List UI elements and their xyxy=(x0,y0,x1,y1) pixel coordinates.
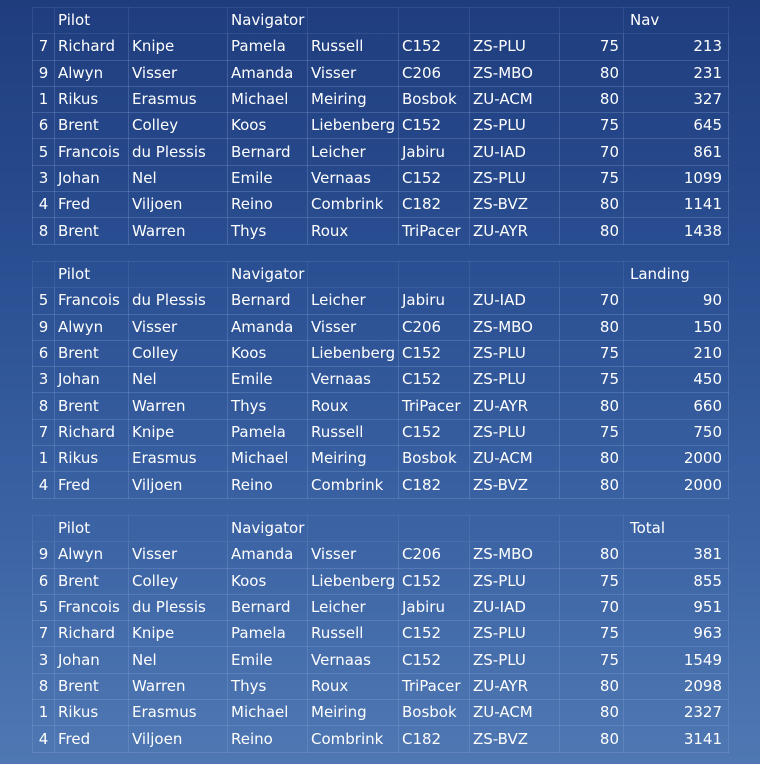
score-value: 210 xyxy=(624,340,729,366)
aircraft-speed: 80 xyxy=(560,60,624,86)
header-spacer xyxy=(129,8,228,34)
aircraft-speed: 75 xyxy=(560,647,624,673)
score-value: 645 xyxy=(624,113,729,139)
table-row xyxy=(33,314,729,340)
navigator-last-name: Combrink xyxy=(308,192,399,218)
aircraft-registration: ZS-BVZ xyxy=(470,472,560,498)
pilot-last-name: Visser xyxy=(129,314,228,340)
pilot-last-name: Erasmus xyxy=(129,700,228,726)
navigator-first-name: Amanda xyxy=(228,60,308,86)
score-value: 3141 xyxy=(624,726,729,752)
aircraft-speed: 75 xyxy=(560,34,624,60)
pilot-first-name: Rikus xyxy=(55,446,129,472)
navigator-last-name: Combrink xyxy=(308,726,399,752)
aircraft-type: C152 xyxy=(399,621,470,647)
crew-number: 8 xyxy=(33,393,55,419)
score-value: 1099 xyxy=(624,165,729,191)
navigator-first-name: Emile xyxy=(228,367,308,393)
pilot-first-name: Brent xyxy=(55,393,129,419)
crew-number: 5 xyxy=(33,288,55,314)
crew-number: 1 xyxy=(33,446,55,472)
pilot-last-name: du Plessis xyxy=(129,139,228,165)
aircraft-type: Bosbok xyxy=(399,700,470,726)
navigator-last-name: Russell xyxy=(308,419,399,445)
pilot-last-name: Warren xyxy=(129,218,228,244)
header-spacer xyxy=(33,262,55,288)
navigator-first-name: Reino xyxy=(228,192,308,218)
navigator-first-name: Bernard xyxy=(228,288,308,314)
navigator-first-name: Thys xyxy=(228,218,308,244)
aircraft-speed: 80 xyxy=(560,192,624,218)
pilot-last-name: Knipe xyxy=(129,34,228,60)
navigator-first-name: Pamela xyxy=(228,34,308,60)
score-value: 231 xyxy=(624,60,729,86)
table-row xyxy=(33,726,729,752)
pilot-last-name: Visser xyxy=(129,60,228,86)
navigator-first-name: Emile xyxy=(228,165,308,191)
header-score: Total xyxy=(624,516,729,542)
pilot-last-name: Erasmus xyxy=(129,446,228,472)
pilot-first-name: Johan xyxy=(55,165,129,191)
table-row xyxy=(33,288,729,314)
score-value: 2327 xyxy=(624,700,729,726)
pilot-first-name: Richard xyxy=(55,419,129,445)
pilot-first-name: Fred xyxy=(55,472,129,498)
header-spacer xyxy=(560,262,624,288)
crew-number: 9 xyxy=(33,542,55,568)
aircraft-registration: ZU-IAD xyxy=(470,288,560,314)
aircraft-type: Jabiru xyxy=(399,288,470,314)
header-spacer xyxy=(308,8,399,34)
aircraft-type: C206 xyxy=(399,60,470,86)
header-spacer xyxy=(399,516,470,542)
score-value: 327 xyxy=(624,86,729,112)
pilot-last-name: Knipe xyxy=(129,419,228,445)
crew-number: 3 xyxy=(33,367,55,393)
pilot-first-name: Brent xyxy=(55,673,129,699)
aircraft-speed: 80 xyxy=(560,218,624,244)
table-row xyxy=(33,340,729,366)
navigator-first-name: Amanda xyxy=(228,542,308,568)
pilot-first-name: Richard xyxy=(55,621,129,647)
navigator-first-name: Reino xyxy=(228,726,308,752)
aircraft-speed: 75 xyxy=(560,340,624,366)
aircraft-registration: ZS-BVZ xyxy=(470,192,560,218)
navigator-last-name: Liebenberg xyxy=(308,113,399,139)
table-header-row xyxy=(33,8,729,34)
aircraft-speed: 75 xyxy=(560,568,624,594)
aircraft-registration: ZU-AYR xyxy=(470,393,560,419)
aircraft-type: C152 xyxy=(399,568,470,594)
crew-number: 8 xyxy=(33,218,55,244)
navigator-first-name: Thys xyxy=(228,673,308,699)
navigator-last-name: Leicher xyxy=(308,288,399,314)
aircraft-type: Bosbok xyxy=(399,86,470,112)
score-value: 381 xyxy=(624,542,729,568)
table-row xyxy=(33,60,729,86)
aircraft-type: C152 xyxy=(399,340,470,366)
aircraft-registration: ZS-PLU xyxy=(470,113,560,139)
header-spacer xyxy=(399,8,470,34)
table-row xyxy=(33,621,729,647)
navigator-first-name: Koos xyxy=(228,113,308,139)
score-value: 2000 xyxy=(624,472,729,498)
crew-number: 9 xyxy=(33,60,55,86)
aircraft-speed: 70 xyxy=(560,139,624,165)
navigator-last-name: Visser xyxy=(308,314,399,340)
navigator-first-name: Koos xyxy=(228,340,308,366)
navigator-first-name: Michael xyxy=(228,700,308,726)
score-value: 450 xyxy=(624,367,729,393)
aircraft-registration: ZU-AYR xyxy=(470,218,560,244)
pilot-last-name: Viljoen xyxy=(129,192,228,218)
pilot-last-name: Viljoen xyxy=(129,726,228,752)
navigator-last-name: Meiring xyxy=(308,446,399,472)
navigator-first-name: Michael xyxy=(228,86,308,112)
pilot-last-name: Colley xyxy=(129,113,228,139)
table-header-row xyxy=(33,516,729,542)
table-row xyxy=(33,165,729,191)
table-row xyxy=(33,192,729,218)
aircraft-registration: ZU-AYR xyxy=(470,673,560,699)
table-row xyxy=(33,542,729,568)
score-value: 90 xyxy=(624,288,729,314)
score-value: 150 xyxy=(624,314,729,340)
score-value: 2000 xyxy=(624,446,729,472)
crew-number: 3 xyxy=(33,165,55,191)
score-value: 951 xyxy=(624,594,729,620)
table-row xyxy=(33,472,729,498)
navigator-last-name: Vernaas xyxy=(308,165,399,191)
score-value: 213 xyxy=(624,34,729,60)
score-value: 2098 xyxy=(624,673,729,699)
crew-number: 4 xyxy=(33,726,55,752)
header-pilot: Pilot xyxy=(55,262,129,288)
table-header-row xyxy=(33,262,729,288)
aircraft-speed: 80 xyxy=(560,314,624,340)
landing-results-table xyxy=(32,261,729,499)
aircraft-type: C182 xyxy=(399,472,470,498)
aircraft-speed: 75 xyxy=(560,419,624,445)
score-value: 963 xyxy=(624,621,729,647)
navigator-first-name: Emile xyxy=(228,647,308,673)
crew-number: 6 xyxy=(33,340,55,366)
aircraft-registration: ZS-MBO xyxy=(470,60,560,86)
aircraft-speed: 80 xyxy=(560,446,624,472)
aircraft-registration: ZS-PLU xyxy=(470,165,560,191)
navigator-last-name: Russell xyxy=(308,34,399,60)
aircraft-type: Jabiru xyxy=(399,139,470,165)
table-row xyxy=(33,113,729,139)
pilot-last-name: Colley xyxy=(129,340,228,366)
aircraft-registration: ZS-PLU xyxy=(470,419,560,445)
table-row xyxy=(33,367,729,393)
navigator-first-name: Koos xyxy=(228,568,308,594)
crew-number: 6 xyxy=(33,113,55,139)
navigator-first-name: Pamela xyxy=(228,621,308,647)
pilot-first-name: Alwyn xyxy=(55,542,129,568)
total-results-table xyxy=(32,515,729,753)
navigator-last-name: Vernaas xyxy=(308,367,399,393)
table-row xyxy=(33,594,729,620)
score-value: 1549 xyxy=(624,647,729,673)
header-spacer xyxy=(33,8,55,34)
pilot-last-name: du Plessis xyxy=(129,288,228,314)
pilot-last-name: Nel xyxy=(129,165,228,191)
aircraft-speed: 75 xyxy=(560,621,624,647)
pilot-first-name: Brent xyxy=(55,113,129,139)
aircraft-speed: 70 xyxy=(560,594,624,620)
table-row xyxy=(33,446,729,472)
aircraft-type: C206 xyxy=(399,314,470,340)
score-value: 660 xyxy=(624,393,729,419)
pilot-last-name: du Plessis xyxy=(129,594,228,620)
pilot-last-name: Colley xyxy=(129,568,228,594)
navigator-last-name: Meiring xyxy=(308,700,399,726)
navigator-last-name: Visser xyxy=(308,60,399,86)
pilot-first-name: Johan xyxy=(55,647,129,673)
navigator-first-name: Reino xyxy=(228,472,308,498)
pilot-first-name: Francois xyxy=(55,288,129,314)
aircraft-type: C152 xyxy=(399,113,470,139)
header-spacer xyxy=(470,8,560,34)
header-spacer xyxy=(129,262,228,288)
header-score: Nav xyxy=(624,8,729,34)
pilot-first-name: Alwyn xyxy=(55,314,129,340)
aircraft-type: TriPacer xyxy=(399,393,470,419)
aircraft-type: C152 xyxy=(399,34,470,60)
header-pilot: Pilot xyxy=(55,8,129,34)
aircraft-type: C152 xyxy=(399,165,470,191)
score-value: 861 xyxy=(624,139,729,165)
score-value: 855 xyxy=(624,568,729,594)
header-spacer xyxy=(560,516,624,542)
table-row xyxy=(33,86,729,112)
pilot-first-name: Brent xyxy=(55,340,129,366)
navigator-first-name: Bernard xyxy=(228,139,308,165)
aircraft-type: C152 xyxy=(399,419,470,445)
pilot-first-name: Brent xyxy=(55,218,129,244)
pilot-last-name: Warren xyxy=(129,393,228,419)
aircraft-registration: ZS-PLU xyxy=(470,34,560,60)
aircraft-type: C182 xyxy=(399,726,470,752)
crew-number: 8 xyxy=(33,673,55,699)
aircraft-speed: 80 xyxy=(560,86,624,112)
crew-number: 5 xyxy=(33,139,55,165)
header-spacer xyxy=(308,262,399,288)
header-spacer xyxy=(560,8,624,34)
pilot-last-name: Knipe xyxy=(129,621,228,647)
aircraft-speed: 70 xyxy=(560,288,624,314)
pilot-first-name: Alwyn xyxy=(55,60,129,86)
table-row xyxy=(33,34,729,60)
header-navigator: Navigator xyxy=(228,8,308,34)
navigator-first-name: Amanda xyxy=(228,314,308,340)
aircraft-speed: 80 xyxy=(560,542,624,568)
aircraft-registration: ZS-BVZ xyxy=(470,726,560,752)
crew-number: 4 xyxy=(33,472,55,498)
aircraft-type: C152 xyxy=(399,367,470,393)
score-value: 1141 xyxy=(624,192,729,218)
aircraft-registration: ZS-PLU xyxy=(470,621,560,647)
aircraft-type: TriPacer xyxy=(399,673,470,699)
navigator-last-name: Vernaas xyxy=(308,647,399,673)
navigator-first-name: Michael xyxy=(228,446,308,472)
navigator-last-name: Leicher xyxy=(308,594,399,620)
aircraft-type: Jabiru xyxy=(399,594,470,620)
aircraft-registration: ZS-PLU xyxy=(470,340,560,366)
navigator-last-name: Roux xyxy=(308,673,399,699)
navigator-last-name: Liebenberg xyxy=(308,340,399,366)
pilot-first-name: Fred xyxy=(55,726,129,752)
pilot-first-name: Richard xyxy=(55,34,129,60)
header-spacer xyxy=(129,516,228,542)
crew-number: 7 xyxy=(33,419,55,445)
header-score: Landing xyxy=(624,262,729,288)
aircraft-speed: 75 xyxy=(560,367,624,393)
navigator-last-name: Leicher xyxy=(308,139,399,165)
aircraft-type: C206 xyxy=(399,542,470,568)
crew-number: 6 xyxy=(33,568,55,594)
crew-number: 7 xyxy=(33,621,55,647)
navigator-first-name: Pamela xyxy=(228,419,308,445)
header-spacer xyxy=(399,262,470,288)
pilot-last-name: Visser xyxy=(129,542,228,568)
table-row xyxy=(33,218,729,244)
navigator-last-name: Roux xyxy=(308,393,399,419)
aircraft-type: C152 xyxy=(399,647,470,673)
pilot-first-name: Johan xyxy=(55,367,129,393)
aircraft-speed: 80 xyxy=(560,393,624,419)
nav-results-table xyxy=(32,7,729,245)
header-spacer xyxy=(33,516,55,542)
pilot-first-name: Francois xyxy=(55,594,129,620)
table-row xyxy=(33,700,729,726)
score-value: 1438 xyxy=(624,218,729,244)
table-row xyxy=(33,393,729,419)
crew-number: 1 xyxy=(33,86,55,112)
navigator-last-name: Russell xyxy=(308,621,399,647)
table-row xyxy=(33,673,729,699)
navigator-first-name: Thys xyxy=(228,393,308,419)
aircraft-speed: 80 xyxy=(560,472,624,498)
aircraft-registration: ZU-ACM xyxy=(470,700,560,726)
pilot-first-name: Rikus xyxy=(55,700,129,726)
pilot-first-name: Fred xyxy=(55,192,129,218)
aircraft-speed: 75 xyxy=(560,113,624,139)
header-spacer xyxy=(308,516,399,542)
navigator-first-name: Bernard xyxy=(228,594,308,620)
aircraft-registration: ZS-MBO xyxy=(470,314,560,340)
crew-number: 9 xyxy=(33,314,55,340)
pilot-last-name: Erasmus xyxy=(129,86,228,112)
aircraft-registration: ZS-MBO xyxy=(470,542,560,568)
navigator-last-name: Liebenberg xyxy=(308,568,399,594)
table-row xyxy=(33,139,729,165)
aircraft-registration: ZU-IAD xyxy=(470,594,560,620)
pilot-last-name: Warren xyxy=(129,673,228,699)
table-row xyxy=(33,419,729,445)
aircraft-type: C182 xyxy=(399,192,470,218)
aircraft-type: Bosbok xyxy=(399,446,470,472)
pilot-last-name: Nel xyxy=(129,647,228,673)
crew-number: 1 xyxy=(33,700,55,726)
crew-number: 7 xyxy=(33,34,55,60)
navigator-last-name: Roux xyxy=(308,218,399,244)
navigator-last-name: Combrink xyxy=(308,472,399,498)
aircraft-speed: 80 xyxy=(560,673,624,699)
crew-number: 3 xyxy=(33,647,55,673)
crew-number: 4 xyxy=(33,192,55,218)
aircraft-registration: ZS-PLU xyxy=(470,647,560,673)
navigator-last-name: Visser xyxy=(308,542,399,568)
pilot-first-name: Rikus xyxy=(55,86,129,112)
navigator-last-name: Meiring xyxy=(308,86,399,112)
pilot-last-name: Nel xyxy=(129,367,228,393)
table-row xyxy=(33,647,729,673)
pilot-last-name: Viljoen xyxy=(129,472,228,498)
header-navigator: Navigator xyxy=(228,262,308,288)
header-spacer xyxy=(470,516,560,542)
aircraft-registration: ZS-PLU xyxy=(470,367,560,393)
crew-number: 5 xyxy=(33,594,55,620)
score-value: 750 xyxy=(624,419,729,445)
aircraft-registration: ZS-PLU xyxy=(470,568,560,594)
header-spacer xyxy=(470,262,560,288)
aircraft-registration: ZU-IAD xyxy=(470,139,560,165)
aircraft-speed: 75 xyxy=(560,165,624,191)
table-row xyxy=(33,568,729,594)
pilot-first-name: Francois xyxy=(55,139,129,165)
aircraft-type: TriPacer xyxy=(399,218,470,244)
aircraft-speed: 80 xyxy=(560,726,624,752)
header-navigator: Navigator xyxy=(228,516,308,542)
header-pilot: Pilot xyxy=(55,516,129,542)
aircraft-speed: 80 xyxy=(560,700,624,726)
pilot-first-name: Brent xyxy=(55,568,129,594)
aircraft-registration: ZU-ACM xyxy=(470,446,560,472)
aircraft-registration: ZU-ACM xyxy=(470,86,560,112)
